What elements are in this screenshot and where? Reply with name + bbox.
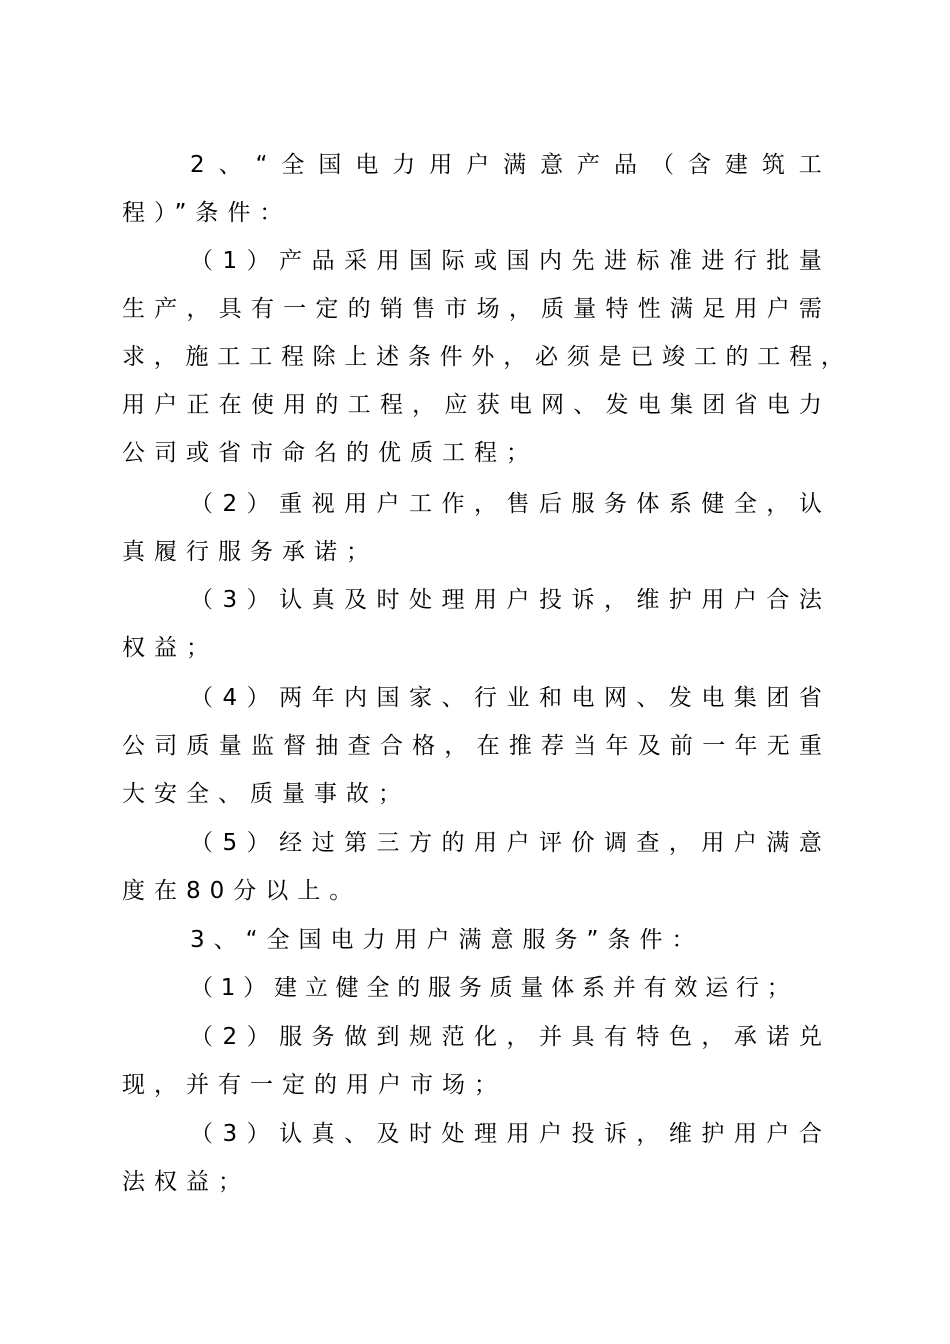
text-line: 生 产 ， 具 有 一 定 的 销 售 市 场 ， 质 量 特 性 满 足 用 户 需: [122, 296, 822, 322]
text-line: 程）”条件：: [122, 200, 292, 226]
text-line: 权益；: [122, 635, 218, 661]
text-line: 现，并有一定的用户市场；: [122, 1072, 506, 1098]
text-line: （ 3 ） 认 真 及 时 处 理 用 户 投 诉 ， 维 护 用 户 合 法: [190, 587, 822, 613]
text-line: （ 1 ） 建 立 健 全 的 服 务 质 量 体 系 并 有 效 运 行 ；: [190, 975, 790, 1001]
text-line: （ 4 ） 两 年 内 国 家 、 行 业 和 电 网 、 发 电 集 团 省: [190, 685, 822, 711]
text-line: （ 2 ） 服 务 做 到 规 范 化 ， 并 具 有 特 色 ， 承 诺 兑: [190, 1024, 822, 1050]
text-line: （ 2 ） 重 视 用 户 工 作 ， 售 后 服 务 体 系 健 全 ， 认: [190, 491, 822, 517]
text-line: （ 5 ） 经 过 第 三 方 的 用 户 评 价 调 查 ， 用 户 满 意: [190, 830, 822, 856]
text-line: （ 1 ） 产 品 采 用 国 际 或 国 内 先 进 标 准 进 行 批 量: [190, 248, 822, 274]
text-line: 大安全、质量事故；: [122, 781, 410, 807]
text-line: 公司或省市命名的优质工程；: [122, 440, 538, 466]
text-line: 用 户 正 在 使 用 的 工 程 ， 应 获 电 网 、 发 电 集 团 省 电 力: [122, 392, 822, 418]
text-line: 公 司 质 量 监 督 抽 查 合 格 ， 在 推 荐 当 年 及 前 一 年 无 重: [122, 733, 822, 759]
text-line: 真履行服务承诺；: [122, 539, 378, 565]
text-line: （ 3 ） 认 真 、 及 时 处 理 用 户 投 诉 ， 维 护 用 户 合: [190, 1121, 822, 1147]
text-line: 求 ， 施 工 工 程 除 上 述 条 件 外 ， 必 须 是 已 竣 工 的 工 程 ，: [122, 344, 844, 370]
text-line: 法权益；: [122, 1169, 250, 1195]
text-line: 3、“全国电力用户满意服务”条件：: [190, 927, 704, 953]
text-line: 度在80分以上。: [122, 878, 362, 904]
text-line: 2 、 “ 全 国 电 力 用 户 满 意 产 品 （ 含 建 筑 工: [190, 152, 822, 178]
